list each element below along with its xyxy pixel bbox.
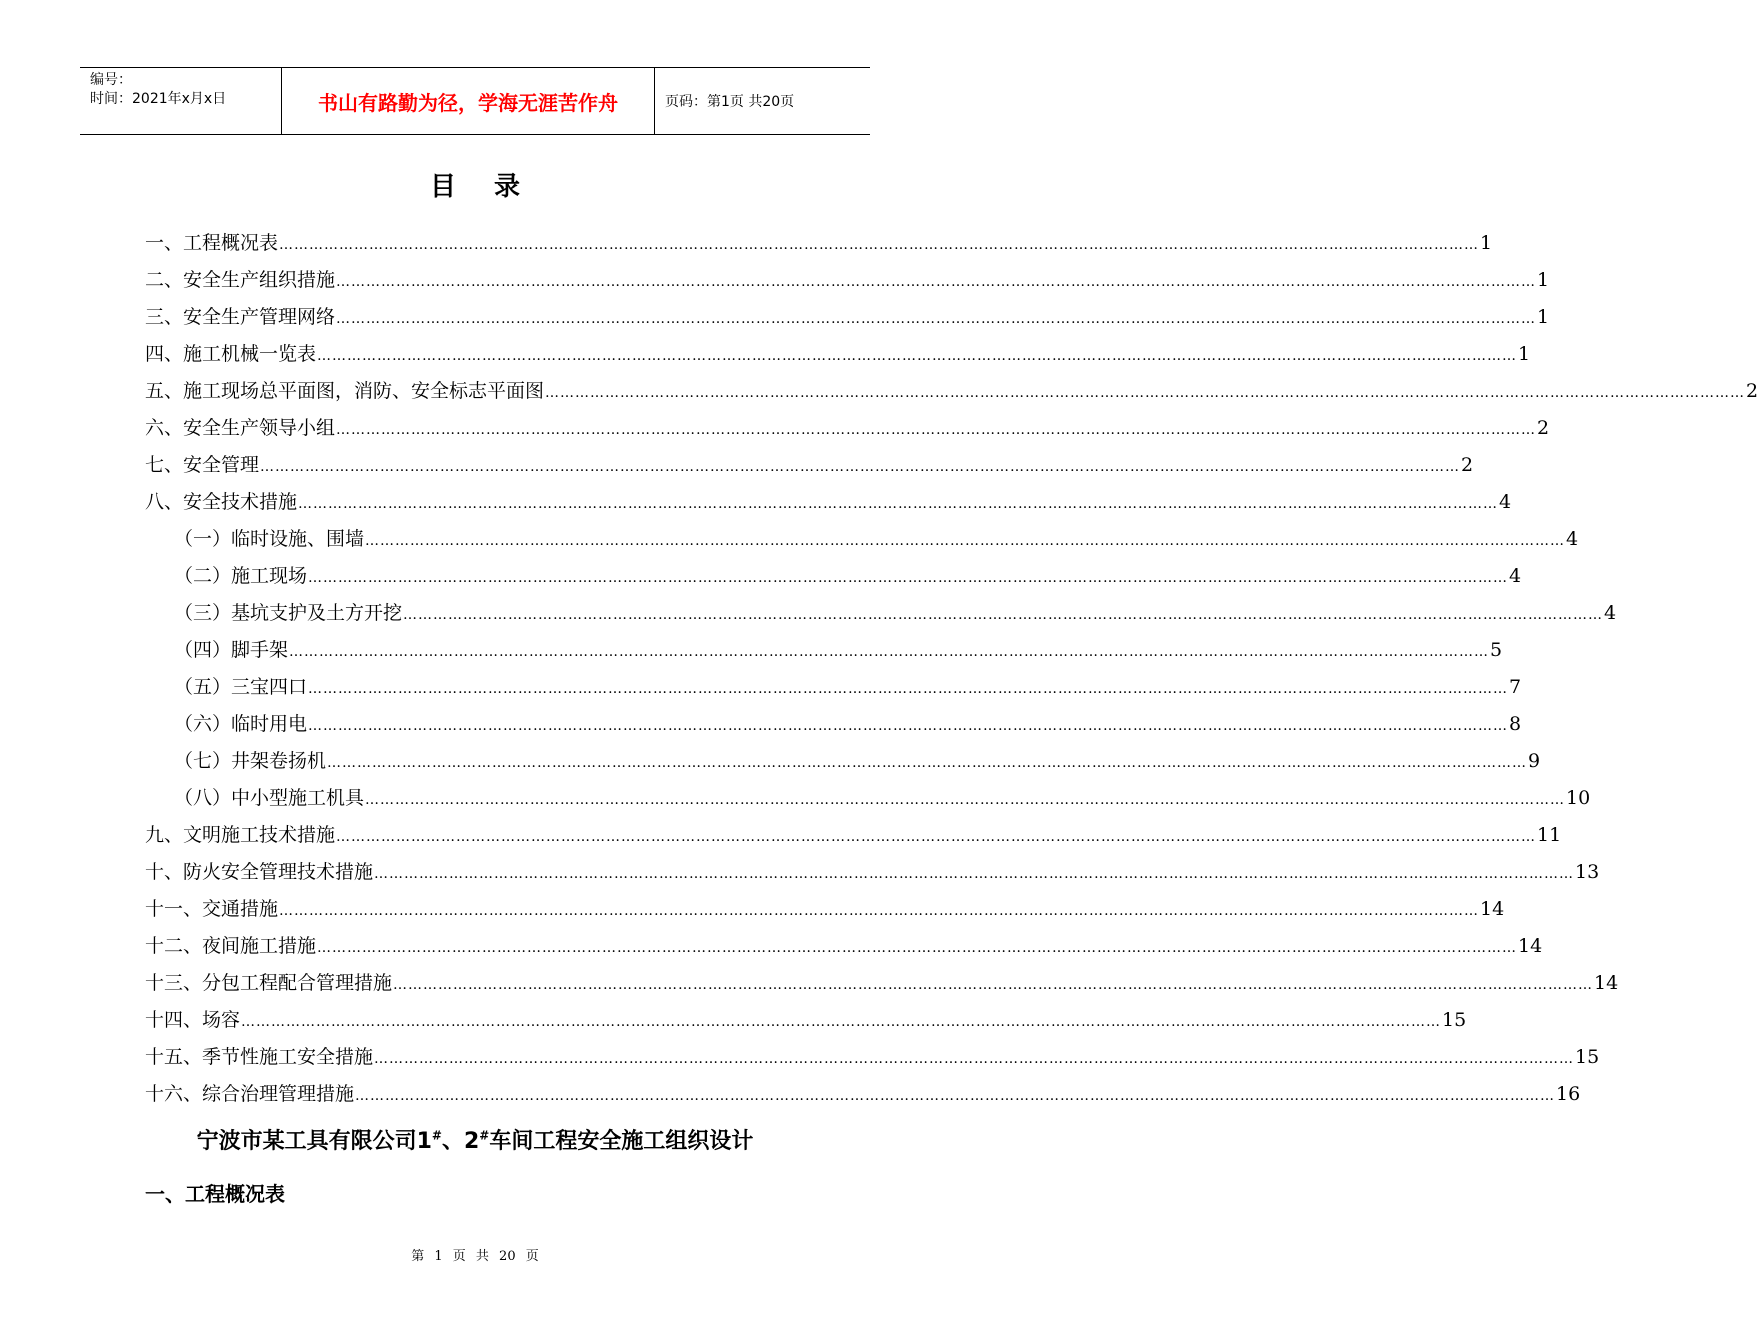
toc-entry[interactable] [145,450,1474,487]
header-number-label: 编号： [90,72,132,88]
table-of-contents [145,228,1758,1116]
toc-entry[interactable] [145,524,1579,561]
toc-leader-dots: …………………………………………………………………………………………………………………………………………………………………………………………………………………… [365,792,1566,808]
toc-entry-text: 一、工程概况表 [145,232,279,254]
toc-leader-dots: …………………………………………………………………………………………………………………………………………………………………………………………………………………… [545,385,1746,401]
toc-entry[interactable] [145,265,1550,302]
toc-entry[interactable] [145,709,1522,746]
toc-entry-page: 5 [1490,639,1503,661]
toc-entry-text: （七）井架卷扬机 [174,750,327,772]
doc-title-sup1: # [431,1128,442,1143]
toc-entry-page: 16 [1556,1083,1581,1105]
toc-leader-dots: …………………………………………………………………………………………………………………………………………………………………………………………………………………… [327,755,1528,771]
toc-entry-page: 14 [1480,898,1505,920]
toc-entry-text: 六、安全生产领导小组 [145,417,336,439]
toc-entry[interactable] [145,376,1758,413]
toc-entry[interactable] [145,1079,1581,1116]
toc-entry-text: 十四、场容 [145,1009,241,1031]
toc-leader-dots: …………………………………………………………………………………………………………………………………………………………………………………………………………………… [336,422,1537,438]
toc-leader-dots: …………………………………………………………………………………………………………………………………………………………………………………………………………………… [308,718,1509,734]
toc-leader-dots: …………………………………………………………………………………………………………………………………………………………………………………………………………………… [365,533,1566,549]
toc-entry-page: 15 [1575,1046,1600,1068]
toc-entry[interactable] [145,931,1543,968]
toc-entry[interactable] [145,561,1522,598]
toc-entry[interactable] [145,1042,1600,1079]
toc-entry-page: 4 [1566,528,1579,550]
toc-entry[interactable] [145,413,1550,450]
toc-entry[interactable] [145,857,1600,894]
toc-leader-dots: …………………………………………………………………………………………………………………………………………………………………………………………………………………… [308,570,1509,586]
toc-entry-page: 9 [1528,750,1541,772]
toc-entry-text: （六）临时用电 [174,713,308,735]
toc-entry[interactable] [145,820,1562,857]
toc-entry[interactable] [145,598,1617,635]
toc-entry-text: （八）中小型施工机具 [174,787,365,809]
toc-entry-text: 十五、季节性施工安全措施 [145,1046,374,1068]
toc-entry-page: 11 [1537,824,1562,846]
header-page-info: 页码：第1页 共20页 [665,94,795,110]
toc-entry[interactable] [145,487,1512,524]
toc-leader-dots: …………………………………………………………………………………………………………………………………………………………………………………………………………………… [308,681,1509,697]
toc-entry-page: 2 [1746,380,1758,402]
toc-entry-page: 13 [1575,861,1600,883]
toc-leader-dots: …………………………………………………………………………………………………………………………………………………………………………………………………………………… [317,940,1518,956]
section-heading: 一、工程概况表 [145,1182,285,1206]
toc-entry-page: 15 [1442,1009,1467,1031]
toc-entry-page: 14 [1594,972,1619,994]
toc-entry[interactable] [145,635,1503,672]
toc-leader-dots: …………………………………………………………………………………………………………………………………………………………………………………………………………………… [241,1014,1442,1030]
toc-leader-dots: …………………………………………………………………………………………………………………………………………………………………………………………………………………… [317,348,1518,364]
toc-entry-text: 八、安全技术措施 [145,491,298,513]
toc-entry-page: 4 [1604,602,1617,624]
header-motto: 书山有路勤为径，学海无涯苦作舟 [282,68,655,134]
toc-entry-text: 二、安全生产组织措施 [145,269,336,291]
toc-entry[interactable] [145,968,1619,1005]
toc-leader-dots: …………………………………………………………………………………………………………………………………………………………………………………………………………………… [260,459,1461,475]
toc-title: 目录 [429,172,558,202]
toc-leader-dots: …………………………………………………………………………………………………………………………………………………………………………………………………………………… [374,866,1575,882]
toc-entry-text: 三、安全生产管理网络 [145,306,336,328]
toc-entry-page: 2 [1461,454,1474,476]
document-title [0,1124,950,1155]
toc-leader-dots: …………………………………………………………………………………………………………………………………………………………………………………………………………………… [336,829,1537,845]
toc-entry[interactable] [145,746,1541,783]
toc-entry-page: 7 [1509,676,1522,698]
toc-entry-page: 4 [1499,491,1512,513]
toc-entry-text: （二）施工现场 [174,565,308,587]
toc-entry-page: 1 [1537,306,1550,328]
toc-leader-dots: …………………………………………………………………………………………………………………………………………………………………………………………………………………… [289,644,1490,660]
toc-leader-dots: …………………………………………………………………………………………………………………………………………………………………………………………………………………… [393,977,1594,993]
doc-title-sup2: # [479,1128,490,1143]
toc-leader-dots: …………………………………………………………………………………………………………………………………………………………………………………………………………………… [279,237,1480,253]
toc-entry-text: （三）基坑支护及土方开挖 [174,602,403,624]
toc-leader-dots: …………………………………………………………………………………………………………………………………………………………………………………………………………………… [374,1051,1575,1067]
toc-entry-page: 4 [1509,565,1522,587]
toc-entry-text: 十、防火安全管理技术措施 [145,861,374,883]
toc-entry-page: 14 [1518,935,1543,957]
toc-entry[interactable] [145,1005,1467,1042]
toc-entry-page: 10 [1566,787,1591,809]
toc-entry-page: 8 [1509,713,1522,735]
toc-entry-text: 十三、分包工程配合管理措施 [145,972,393,994]
doc-title-part2: 、2 [441,1129,480,1154]
toc-leader-dots: …………………………………………………………………………………………………………………………………………………………………………………………………………………… [279,903,1480,919]
header-time-label: 时间：2021年x月x日 [90,91,227,107]
toc-leader-dots: …………………………………………………………………………………………………………………………………………………………………………………………………………………… [336,274,1537,290]
toc-leader-dots: …………………………………………………………………………………………………………………………………………………………………………………………………………………… [336,311,1537,327]
toc-entry[interactable] [145,339,1531,376]
toc-entry-text: 十二、夜间施工措施 [145,935,317,957]
toc-entry-text: 十六、综合治理管理措施 [145,1083,355,1105]
toc-entry-text: （五）三宝四口 [174,676,308,698]
toc-leader-dots: …………………………………………………………………………………………………………………………………………………………………………………………………………………… [355,1088,1556,1104]
toc-entry[interactable] [145,672,1522,709]
toc-leader-dots: …………………………………………………………………………………………………………………………………………………………………………………………………………………… [298,496,1499,512]
toc-entry-page: 1 [1537,269,1550,291]
page-footer: 第 1 页 共 20 页 [411,1249,539,1264]
toc-entry[interactable] [145,302,1550,339]
toc-entry-page: 1 [1518,343,1531,365]
toc-entry-text: 七、安全管理 [145,454,260,476]
toc-entry[interactable] [145,894,1505,931]
doc-title-part1: 宁波市某工具有限公司1 [196,1129,432,1154]
toc-entry[interactable] [145,228,1493,265]
doc-title-part3: 车间工程安全施工组织设计 [489,1129,754,1154]
header-meta [80,68,282,134]
toc-leader-dots: …………………………………………………………………………………………………………………………………………………………………………………………………………………… [403,607,1604,623]
page-header [80,67,870,135]
toc-entry-page: 2 [1537,417,1550,439]
toc-entry-text: 十一、交通措施 [145,898,279,920]
toc-entry[interactable] [145,783,1591,820]
toc-entry-text: 四、施工机械一览表 [145,343,317,365]
toc-entry-page: 1 [1480,232,1493,254]
toc-entry-text: 五、施工现场总平面图，消防、安全标志平面图 [145,380,545,402]
toc-entry-text: （四）脚手架 [174,639,289,661]
toc-entry-text: 九、文明施工技术措施 [145,824,336,846]
toc-entry-text: （一）临时设施、围墙 [174,528,365,550]
